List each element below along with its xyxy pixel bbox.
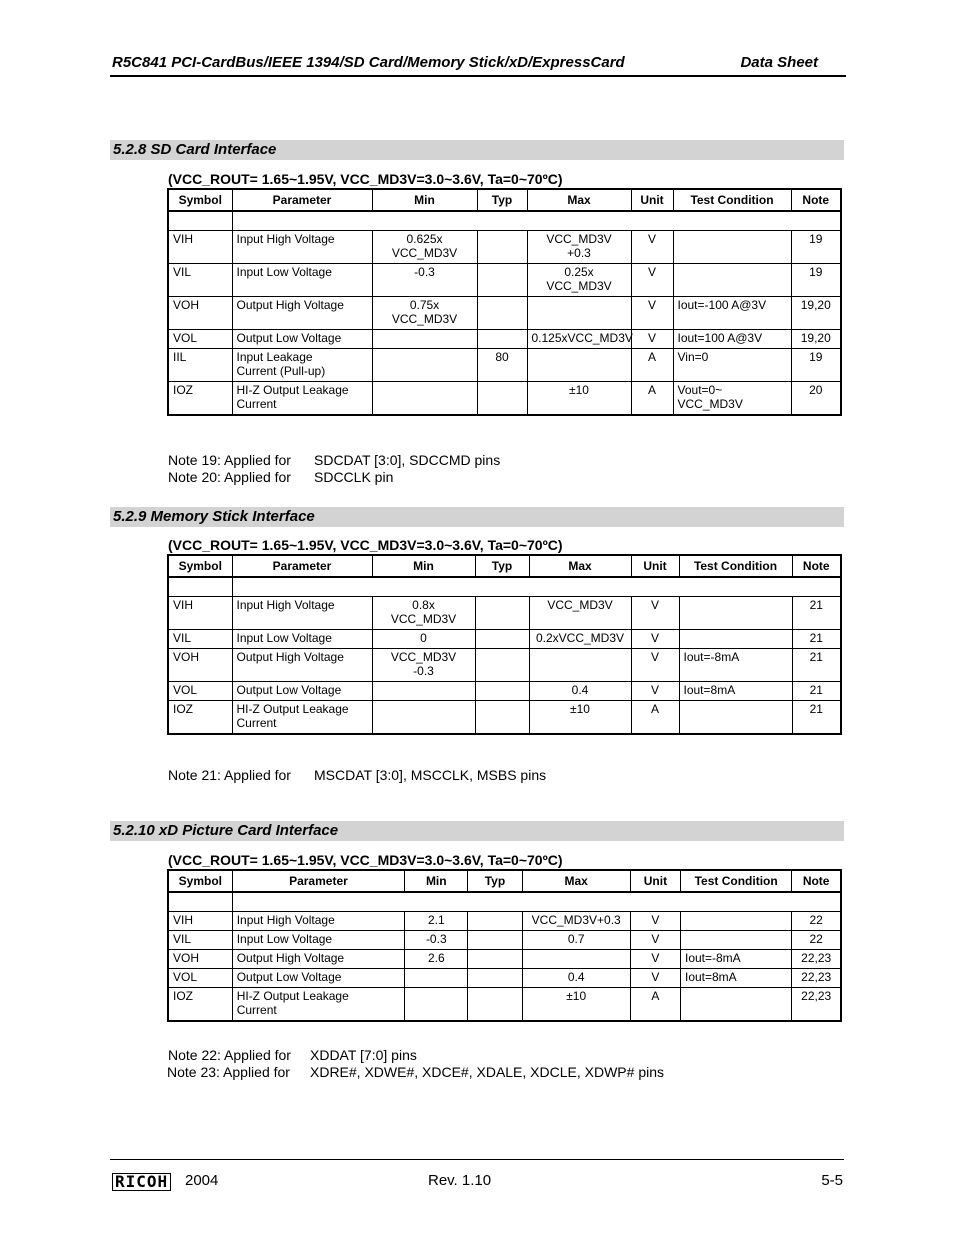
- cell-symbol: VOL: [168, 330, 232, 349]
- cell-note: 19,20: [791, 330, 841, 349]
- column-header-unit: Unit: [631, 555, 679, 577]
- cell-note: 22: [792, 931, 841, 950]
- cell-parameter: Input Low Voltage: [232, 931, 405, 950]
- cell-symbol: VOL: [168, 682, 232, 701]
- table-row: [168, 950, 841, 969]
- cell-parameter: Output Low Voltage: [232, 682, 372, 701]
- cell-test-condition: Iout=-8mA: [679, 649, 792, 682]
- cell-typ: [477, 231, 527, 264]
- cell-min: 0.75x VCC_MD3V: [372, 297, 477, 330]
- column-header-note: Note: [792, 555, 841, 577]
- cell-unit: V: [631, 649, 679, 682]
- column-header-typ: Typ: [477, 189, 527, 211]
- cell-unit: A: [630, 988, 680, 1022]
- page-footer: [110, 1159, 844, 1200]
- cell-max: 0.125xVCC_MD3V: [527, 330, 631, 349]
- note-text: XDDAT [7:0] pins: [310, 1047, 417, 1063]
- column-header-typ: Typ: [475, 555, 529, 577]
- note-20: [168, 469, 394, 485]
- cell-typ: [468, 969, 522, 988]
- cell-parameter: HI-Z Output Leakage Current: [232, 382, 372, 416]
- cell-parameter: Output High Voltage: [232, 649, 372, 682]
- document-title: R5C841 PCI-CardBus/IEEE 1394/SD Card/Memory Stick/xD/ExpressCard: [112, 54, 625, 71]
- cell-min: 0: [372, 630, 475, 649]
- cell-max: [522, 950, 630, 969]
- cell-symbol: VIL: [168, 630, 232, 649]
- column-header-min: Min: [372, 189, 477, 211]
- cell-parameter: Input Low Voltage: [232, 630, 372, 649]
- cell-max: VCC_MD3V +0.3: [527, 231, 631, 264]
- cell-test-condition: Iout=-100 A@3V: [673, 297, 791, 330]
- cell-max: ±10: [522, 988, 630, 1022]
- section-heading-memory-stick: 5.2.9 Memory Stick Interface: [110, 507, 844, 527]
- page-header: [110, 54, 846, 77]
- cell-symbol: VIL: [168, 264, 232, 297]
- operating-conditions-xd-picture-card: (VCC_ROUT= 1.65~1.95V, VCC_MD3V=3.0~3.6V, Ta=0~70ºC): [168, 852, 563, 868]
- cell-unit: V: [631, 297, 673, 330]
- cell-unit: V: [631, 597, 679, 630]
- cell-unit: V: [631, 630, 679, 649]
- column-header-max: Max: [527, 189, 631, 211]
- table-row: [168, 264, 841, 297]
- footer-year: 2004: [185, 1172, 219, 1189]
- cell-symbol: VOH: [168, 649, 232, 682]
- column-header-parameter: Parameter: [232, 870, 405, 892]
- cell-note: 19: [791, 349, 841, 382]
- cell-note: 22,23: [792, 988, 841, 1022]
- note-22: [168, 1047, 417, 1063]
- cell-max: [529, 649, 631, 682]
- cell-unit: V: [631, 231, 673, 264]
- note-text: SDCCLK pin: [314, 469, 394, 485]
- table-row: [168, 382, 841, 416]
- column-header-test-condition: Test Condition: [680, 870, 791, 892]
- table-row: [168, 649, 841, 682]
- cell-typ: [468, 950, 522, 969]
- spec-table-xd-picture-card: [167, 869, 842, 1022]
- table-row: [168, 330, 841, 349]
- cell-unit: A: [631, 349, 673, 382]
- note-text: MSCDAT [3:0], MSCCLK, MSBS pins: [314, 767, 547, 783]
- cell-note: 22,23: [792, 950, 841, 969]
- cell-unit: V: [630, 969, 680, 988]
- cell-symbol: VIL: [168, 931, 232, 950]
- note-label: Note 23: Applied for: [167, 1064, 290, 1080]
- cell-parameter: Output Low Voltage: [232, 969, 405, 988]
- table-row: [168, 969, 841, 988]
- cell-max: 0.4: [522, 969, 630, 988]
- cell-min: -0.3: [372, 264, 477, 297]
- column-header-symbol: Symbol: [168, 555, 232, 577]
- spec-table-sd-card: [167, 188, 842, 416]
- cell-typ: [468, 912, 522, 931]
- table-row: [168, 231, 841, 264]
- cell-min: -0.3: [405, 931, 468, 950]
- cell-unit: A: [631, 701, 679, 735]
- cell-typ: [468, 931, 522, 950]
- cell-symbol: VOH: [168, 950, 232, 969]
- spacer-row: [168, 892, 841, 912]
- column-header-symbol: Symbol: [168, 189, 232, 211]
- cell-max: ±10: [527, 382, 631, 416]
- cell-note: 19: [791, 264, 841, 297]
- cell-symbol: VIH: [168, 231, 232, 264]
- note-text: XDRE#, XDWE#, XDCE#, XDALE, XDCLE, XDWP# pins: [310, 1064, 664, 1080]
- cell-test-condition: [679, 701, 792, 735]
- cell-parameter: Output Low Voltage: [232, 330, 372, 349]
- cell-note: 21: [792, 701, 841, 735]
- note-label: Note 20: Applied for: [168, 469, 291, 485]
- cell-typ: [477, 264, 527, 297]
- cell-unit: V: [631, 682, 679, 701]
- column-header-unit: Unit: [630, 870, 680, 892]
- cell-note: 22,23: [792, 969, 841, 988]
- table-row: [168, 349, 841, 382]
- cell-min: [372, 682, 475, 701]
- note-label: Note 22: Applied for: [168, 1047, 291, 1063]
- cell-min: [372, 701, 475, 735]
- table-row: [168, 682, 841, 701]
- cell-typ: [475, 682, 529, 701]
- cell-symbol: IOZ: [168, 701, 232, 735]
- cell-note: 19,20: [791, 297, 841, 330]
- column-header-test-condition: Test Condition: [679, 555, 792, 577]
- cell-min: 0.8x VCC_MD3V: [372, 597, 475, 630]
- cell-symbol: VOH: [168, 297, 232, 330]
- cell-parameter: HI-Z Output Leakage Current: [232, 988, 405, 1022]
- cell-symbol: VIH: [168, 912, 232, 931]
- cell-test-condition: [680, 931, 791, 950]
- cell-symbol: IIL: [168, 349, 232, 382]
- cell-typ: [475, 597, 529, 630]
- cell-min: [405, 969, 468, 988]
- cell-typ: [477, 382, 527, 416]
- cell-parameter: HI-Z Output Leakage Current: [232, 701, 372, 735]
- cell-min: [405, 988, 468, 1022]
- note-23: [167, 1064, 664, 1080]
- table-row: [168, 701, 841, 735]
- cell-note: 21: [792, 597, 841, 630]
- column-header-max: Max: [529, 555, 631, 577]
- section-heading-sd-card: 5.2.8 SD Card Interface: [110, 140, 844, 160]
- cell-typ: [475, 701, 529, 735]
- cell-test-condition: Iout=100 A@3V: [673, 330, 791, 349]
- cell-max: VCC_MD3V: [529, 597, 631, 630]
- column-header-max: Max: [522, 870, 630, 892]
- cell-parameter: Input Low Voltage: [232, 264, 372, 297]
- section-heading-xd-picture-card: 5.2.10 xD Picture Card Interface: [110, 821, 844, 841]
- cell-typ: 80: [477, 349, 527, 382]
- cell-note: 22: [792, 912, 841, 931]
- cell-symbol: IOZ: [168, 988, 232, 1022]
- spacer-row: [168, 211, 841, 231]
- table-row: [168, 597, 841, 630]
- cell-note: 20: [791, 382, 841, 416]
- cell-note: 19: [791, 231, 841, 264]
- cell-min: 0.625x VCC_MD3V: [372, 231, 477, 264]
- cell-parameter: Input High Voltage: [232, 912, 405, 931]
- document-type: Data Sheet: [740, 54, 818, 71]
- cell-min: [372, 330, 477, 349]
- cell-test-condition: [679, 597, 792, 630]
- cell-max: 0.4: [529, 682, 631, 701]
- footer-revision: Rev. 1.10: [428, 1172, 492, 1189]
- cell-typ: [475, 649, 529, 682]
- column-header-min: Min: [405, 870, 468, 892]
- cell-min: VCC_MD3V -0.3: [372, 649, 475, 682]
- cell-max: [527, 349, 631, 382]
- cell-note: 21: [792, 630, 841, 649]
- cell-min: 2.6: [405, 950, 468, 969]
- cell-parameter: Input High Voltage: [232, 597, 372, 630]
- cell-min: [372, 349, 477, 382]
- spec-table-memory-stick: [167, 554, 842, 735]
- cell-unit: V: [630, 931, 680, 950]
- cell-typ: [468, 988, 522, 1022]
- cell-parameter: Output High Voltage: [232, 950, 405, 969]
- column-header-symbol: Symbol: [168, 870, 232, 892]
- cell-parameter: Output High Voltage: [232, 297, 372, 330]
- cell-test-condition: [679, 630, 792, 649]
- cell-test-condition: Vin=0: [673, 349, 791, 382]
- column-header-parameter: Parameter: [232, 189, 372, 211]
- cell-symbol: VIH: [168, 597, 232, 630]
- cell-typ: [477, 297, 527, 330]
- cell-unit: A: [631, 382, 673, 416]
- cell-max: VCC_MD3V+0.3: [522, 912, 630, 931]
- note-label: Note 19: Applied for: [168, 452, 291, 468]
- cell-test-condition: Vout=0~ VCC_MD3V: [673, 382, 791, 416]
- ricoh-logo: RICOH: [112, 1173, 171, 1191]
- table-row: [168, 630, 841, 649]
- cell-parameter: Input Leakage Current (Pull-up): [232, 349, 372, 382]
- cell-note: 21: [792, 682, 841, 701]
- cell-unit: V: [631, 330, 673, 349]
- cell-unit: V: [630, 950, 680, 969]
- cell-test-condition: [680, 988, 791, 1022]
- cell-typ: [475, 630, 529, 649]
- cell-note: 21: [792, 649, 841, 682]
- cell-test-condition: [673, 264, 791, 297]
- column-header-unit: Unit: [631, 189, 673, 211]
- cell-max: 0.25x VCC_MD3V: [527, 264, 631, 297]
- table-row: [168, 931, 841, 950]
- cell-parameter: Input High Voltage: [232, 231, 372, 264]
- column-header-parameter: Parameter: [232, 555, 372, 577]
- cell-max: ±10: [529, 701, 631, 735]
- cell-unit: V: [631, 264, 673, 297]
- cell-typ: [477, 330, 527, 349]
- cell-test-condition: [673, 231, 791, 264]
- column-header-typ: Typ: [468, 870, 522, 892]
- cell-symbol: IOZ: [168, 382, 232, 416]
- cell-unit: V: [630, 912, 680, 931]
- cell-test-condition: Iout=8mA: [679, 682, 792, 701]
- page-number: 5-5: [821, 1172, 843, 1189]
- note-19: [168, 452, 501, 468]
- cell-max: 0.7: [522, 931, 630, 950]
- cell-min: [372, 382, 477, 416]
- table-row: [168, 297, 841, 330]
- cell-max: [527, 297, 631, 330]
- operating-conditions-sd-card: (VCC_ROUT= 1.65~1.95V, VCC_MD3V=3.0~3.6V, Ta=0~70ºC): [168, 171, 563, 187]
- spacer-row: [168, 577, 841, 597]
- cell-test-condition: Iout=-8mA: [680, 950, 791, 969]
- table-row: [168, 988, 841, 1022]
- column-header-note: Note: [792, 870, 841, 892]
- column-header-test-condition: Test Condition: [673, 189, 791, 211]
- column-header-note: Note: [791, 189, 841, 211]
- cell-test-condition: [680, 912, 791, 931]
- operating-conditions-memory-stick: (VCC_ROUT= 1.65~1.95V, VCC_MD3V=3.0~3.6V, Ta=0~70ºC): [168, 537, 563, 553]
- note-21: [168, 767, 547, 783]
- cell-max: 0.2xVCC_MD3V: [529, 630, 631, 649]
- cell-symbol: VOL: [168, 969, 232, 988]
- table-row: [168, 912, 841, 931]
- note-text: SDCDAT [3:0], SDCCMD pins: [314, 452, 501, 468]
- column-header-min: Min: [372, 555, 475, 577]
- note-label: Note 21: Applied for: [168, 767, 291, 783]
- cell-test-condition: Iout=8mA: [680, 969, 791, 988]
- cell-min: 2.1: [405, 912, 468, 931]
